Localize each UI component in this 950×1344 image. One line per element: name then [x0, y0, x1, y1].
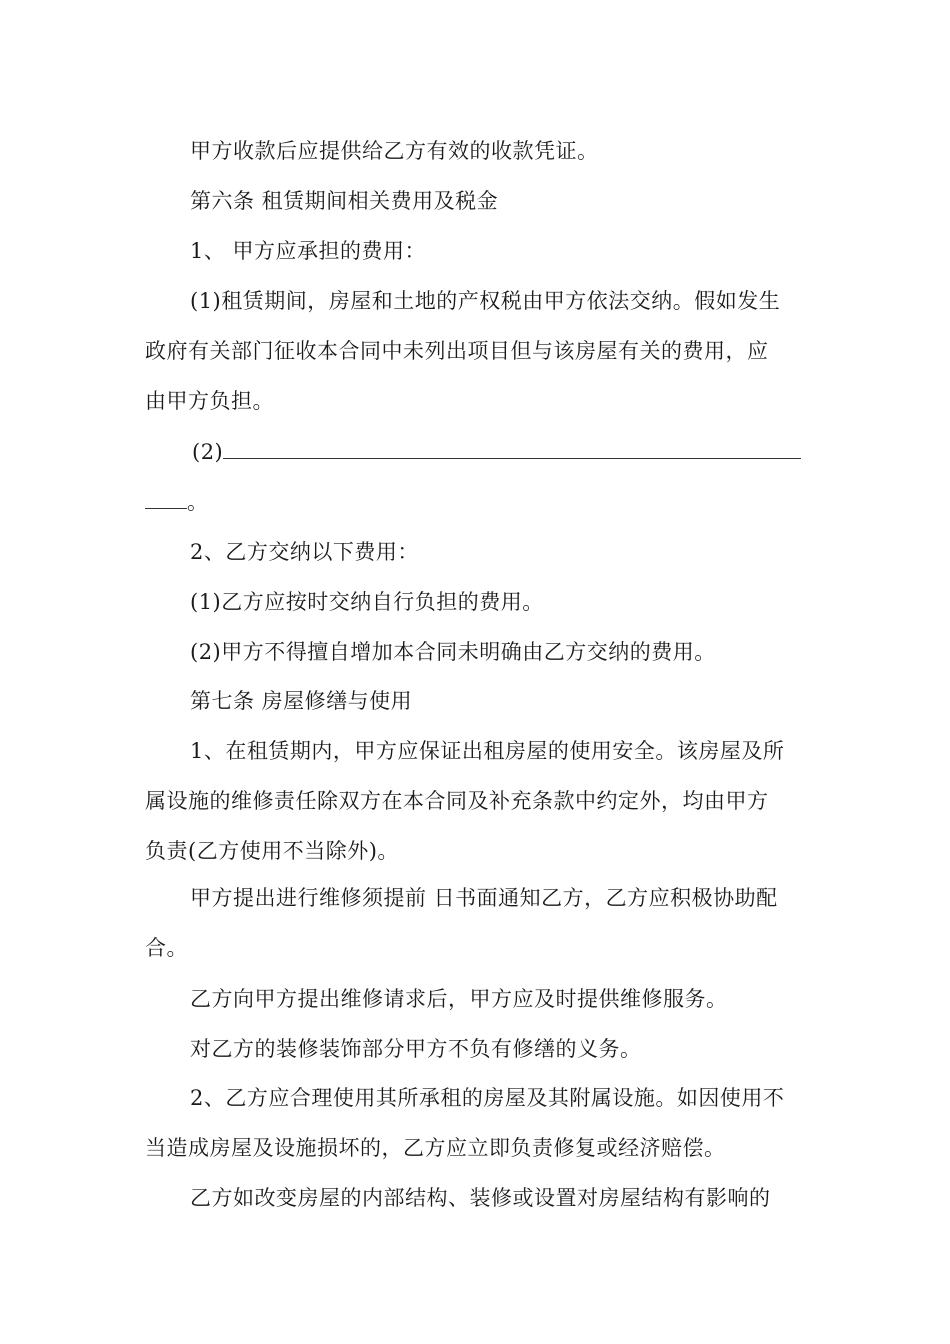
paragraph-line: (1)乙方应按时交纳自行负担的费用。	[190, 590, 544, 614]
period-mark: 。	[187, 490, 209, 514]
paragraph-line: 对乙方的装修装饰部分甲方不负有修缮的义务。	[190, 1037, 642, 1061]
paragraph-line: 负责(乙方使用不当除外)。	[145, 839, 399, 863]
paragraph-line: 当造成房屋及设施损坏的，乙方应立即负责修复或经济赔偿。	[145, 1136, 726, 1160]
paragraph-line: 甲方提出进行维修须提前 日书面通知乙方，乙方应积极协助配	[190, 886, 778, 910]
blank-underline	[145, 490, 187, 509]
paragraph-line: 甲方收款后应提供给乙方有效的收款凭证。	[190, 139, 599, 163]
paragraph-line: 1、在租赁期内，甲方应保证出租房屋的使用安全。该房屋及所	[190, 739, 785, 763]
article-heading: 第七条 房屋修缮与使用	[190, 689, 413, 713]
paragraph-line: 乙方向甲方提出维修请求后，甲方应及时提供维修服务。	[190, 987, 728, 1011]
paragraph-line: 由甲方负担。	[145, 389, 274, 413]
paragraph-line: 2、乙方应合理使用其所承租的房屋及其附属设施。如因使用不	[190, 1086, 785, 1110]
paragraph-line: 属设施的维修责任除双方在本合同及补充条款中约定外，均由甲方	[145, 789, 769, 813]
paragraph-line: 2、乙方交纳以下费用：	[190, 540, 419, 564]
paragraph-line: 1、 甲方应承担的费用：	[190, 239, 427, 263]
paragraph-line: 乙方如改变房屋的内部结构、装修或设置对房屋结构有影响的	[190, 1186, 771, 1210]
blank-underline	[223, 440, 801, 459]
article-heading: 第六条 租赁期间相关费用及税金	[190, 189, 499, 213]
fill-in-line	[145, 487, 209, 517]
paragraph-line: (2)甲方不得擅自增加本合同未明确由乙方交纳的费用。	[190, 640, 716, 664]
paragraph-line: 合。	[145, 936, 188, 960]
fill-in-line	[192, 437, 801, 467]
item-number: (2)	[192, 440, 224, 464]
paragraph-line: (1)租赁期间，房屋和土地的产权税由甲方依法交纳。假如发生	[190, 289, 781, 313]
paragraph-line: 政府有关部门征收本合同中未列出项目但与该房屋有关的费用，应	[145, 339, 769, 363]
